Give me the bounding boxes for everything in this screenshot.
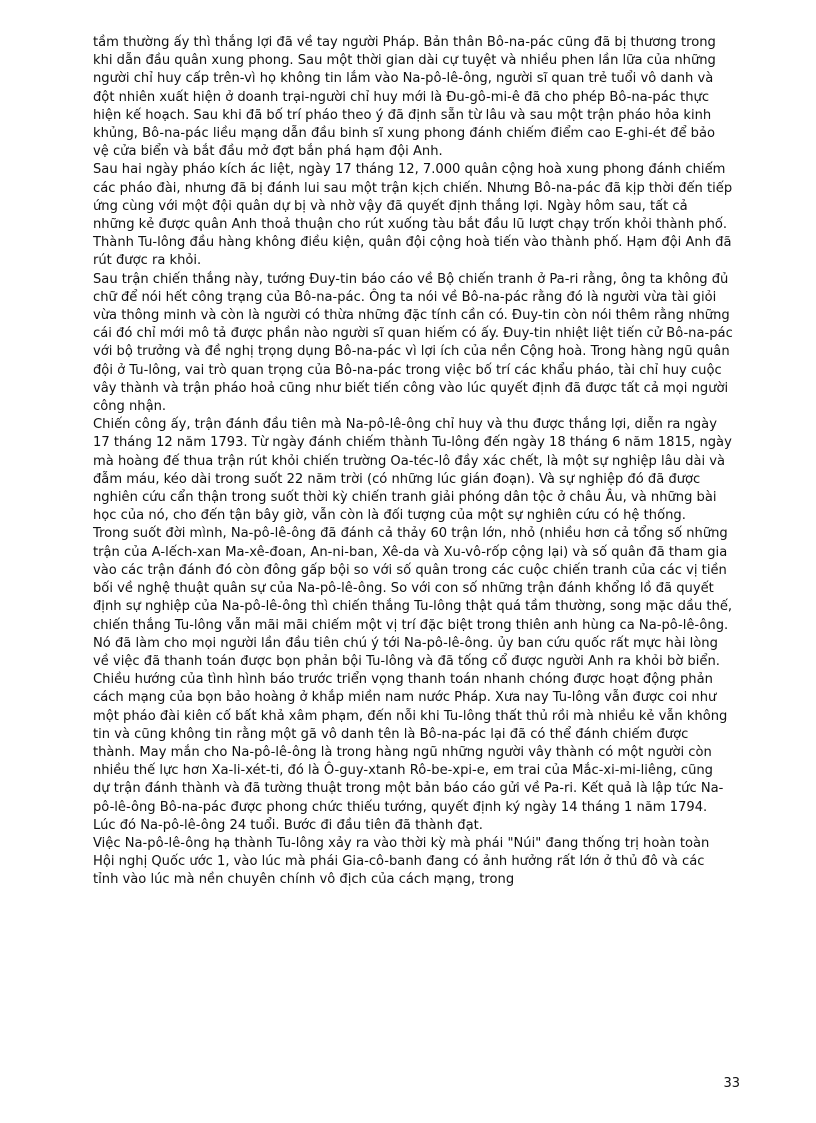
paragraph-6: Chiều hướng của tình hình báo trước triển vọng thanh toán nhanh chóng được hoạt động phản cách mạng của bọn bảo hoàng ở khắp miền nam nước Pháp. Xưa nay Tu-lông vẫn được coi như một pháo đài kiên cố bất khả xâm phạm, đến nỗi khi Tu-lông thất thủ rồi mà nhiều kẻ vẫn không tin và cũng không tin rằng một gã vô danh tên là Bô-na-pác lại đã có thể đánh chiếm được thành. May mắn cho Na-pô-lê-ông là trong hàng ngũ những người vây thành có một người còn nhiều thế lực hơn Xa-li-xét-ti, đó là Ô-guy-xtanh Rô-be-xpi-e, em trai của Mắc-xi-mi-liêng, cũng dự trận đánh thành và đã tường thuật trong một bản báo cáo gửi về Pa-ri. Kết quả là lập tức Na-pô-lê-ông Bô-na-pác được phong chức thiếu tướng, quyết định ký ngày 14 tháng 1 năm 1794. Lúc đó Na-pô-lê-ông 24 tuổi. Bước đi đầu tiên đã thành đạt. <box>93 672 728 833</box>
paragraph-4: Chiến công ấy, trận đánh đầu tiên mà Na-pô-lê-ông chỉ huy và thu được thắng lợi, diễn ra ngày 17 tháng 12 năm 1793. Từ ngày đánh chiếm thành Tu-lông đến ngày 18 tháng 6 năm 1815, ngày mà hoàng đế thua trận rút khỏi chiến trường Oa-téc-lô đầy xác chết, là một sự nghiệp lâu dài và đẫm máu, kéo dài trong suốt 22 năm trời (có những lúc gián đoạn). Và sự nghiệp đó đã được nghiên cứu cẩn thận trong suốt thời kỳ chiến tranh giải phóng dân tộc ở châu Âu, và những bài học của nó, cho đến tận bây giờ, vẫn còn là đối tượng của một sự nghiên cứu có hệ thống. <box>93 417 732 524</box>
page-number: 33 <box>723 1076 740 1091</box>
paragraph-5: Trong suốt đời mình, Na-pô-lê-ông đã đánh cả thảy 60 trận lớn, nhỏ (nhiều hơn cả tổng số những trận của A-lếch-xan Ma-xê-đoan, An-ni-ban, Xê-da và Xu-vô-rốp cộng lại) và số quân đã tham gia vào các trận đánh đó còn đông gấp bội so với số quân trong các cuộc chiến tranh của các vị tiền bối về nghệ thuật quân sự của Na-pô-lê-ông. So với con số những trận đánh khổng lồ đã quyết định sự nghiệp của Na-pô-lê-ông thì chiến thắng Tu-lông thật quá tầm thường, song mặc dầu thế, chiến thắng Tu-lông vẫn mãi mãi chiếm một vị trí đặc biệt trong thiên anh hùng ca Na-pô-lê-ông. Nó đã làm cho mọi người lần đầu tiên chú ý tới Na-pô-lê-ông. ủy ban cứu quốc rất mực hài lòng về việc đã thanh toán được bọn phản bội Tu-lông và đã tống cổ được người Anh ra khỏi bờ biển. <box>93 526 733 669</box>
paragraph-3: Sau trận chiến thắng này, tướng Đuy-tin báo cáo về Bộ chiến tranh ở Pa-ri rằng, ông ta không đủ chữ để nói hết công trạng của Bô-na-pác. Ông ta nói về Bô-na-pác rằng đó là người vừa tài giỏi vừa thông minh và còn là người có thừa những đặc tính cần có. Đuy-tin còn nói thêm rằng những cái đó chỉ mới mô tả được phần nào người sĩ quan hiếm có ấy. Đuy-tin nhiệt liệt tiến cử Bô-na-pác với bộ trưởng và đề nghị trọng dụng Bô-na-pác vì lợi ích của nền Cộng hoà. Trong hàng ngũ quân đội ở Tu-lông, vai trò quan trọng của Bô-na-pác trong việc bố trí các khẩu pháo, tài chỉ huy cuộc vây thành và trận pháo hoả cũng như biết tiến công vào lúc quyết định đã được tất cả mọi người công nhận. <box>93 271 733 415</box>
paragraph-7: Việc Na-pô-lê-ông hạ thành Tu-lông xảy ra vào thời kỳ mà phái "Núi" đang thống trị hoàn toàn Hội nghị Quốc ước 1, vào lúc mà phái Gia-cô-banh đang có ảnh hưởng rất lớn ở thủ đô và các tỉnh vào lúc mà nền chuyên chính vô địch của cách mạng, trong <box>93 835 710 888</box>
paragraph-1: tầm thường ấy thì thắng lợi đã về tay người Pháp. Bản thân Bô-na-pác cũng đã bị thương trong khi dẫn đầu quân xung phong. Sau một thời gian dài cự tuyệt và nhiều phen lần lữa của những người chỉ huy cấp trên-vì họ không tin lắm vào Na-pô-lê-ông, người sĩ quan trẻ tuổi vô danh và đột nhiên xuất hiện ở doanh trại-người chỉ huy mới là Đu-gô-mi-ê đã cho phép Bô-na-pác thực hiện kế hoạch. Sau khi đã bố trí pháo theo ý đã định sẵn từ lâu và sau một trận pháo hỏa kinh khủng, Bô-na-pác liều mạng dẫn đầu binh sĩ xung phong đánh chiếm điểm cao E-ghi-ét để bảo vệ cửa biển và bắt đầu mở đợt bắn phá hạm đội Anh. <box>93 35 716 160</box>
document-body <box>93 34 733 890</box>
paragraph-2: Sau hai ngày pháo kích ác liệt, ngày 17 tháng 12, 7.000 quân cộng hoà xung phong đánh chiếm các pháo đài, nhưng đã bị đánh lui sau một trận kịch chiến. Nhưng Bô-na-pác đã kịp thời đến tiếp ứng cùng với một đội quân dự bị và nhờ vậy đã quyết định thắng lợi. Ngày hôm sau, tất cả những kẻ được quân Anh thoả thuận cho rút xuống tàu bắt đầu lũ lượt chạy trốn khỏi thành phố. Thành Tu-lông đầu hàng không điều kiện, quân đội cộng hoà tiến vào thành phố. Hạm đội Anh đã rút được ra khỏi. <box>93 162 733 269</box>
